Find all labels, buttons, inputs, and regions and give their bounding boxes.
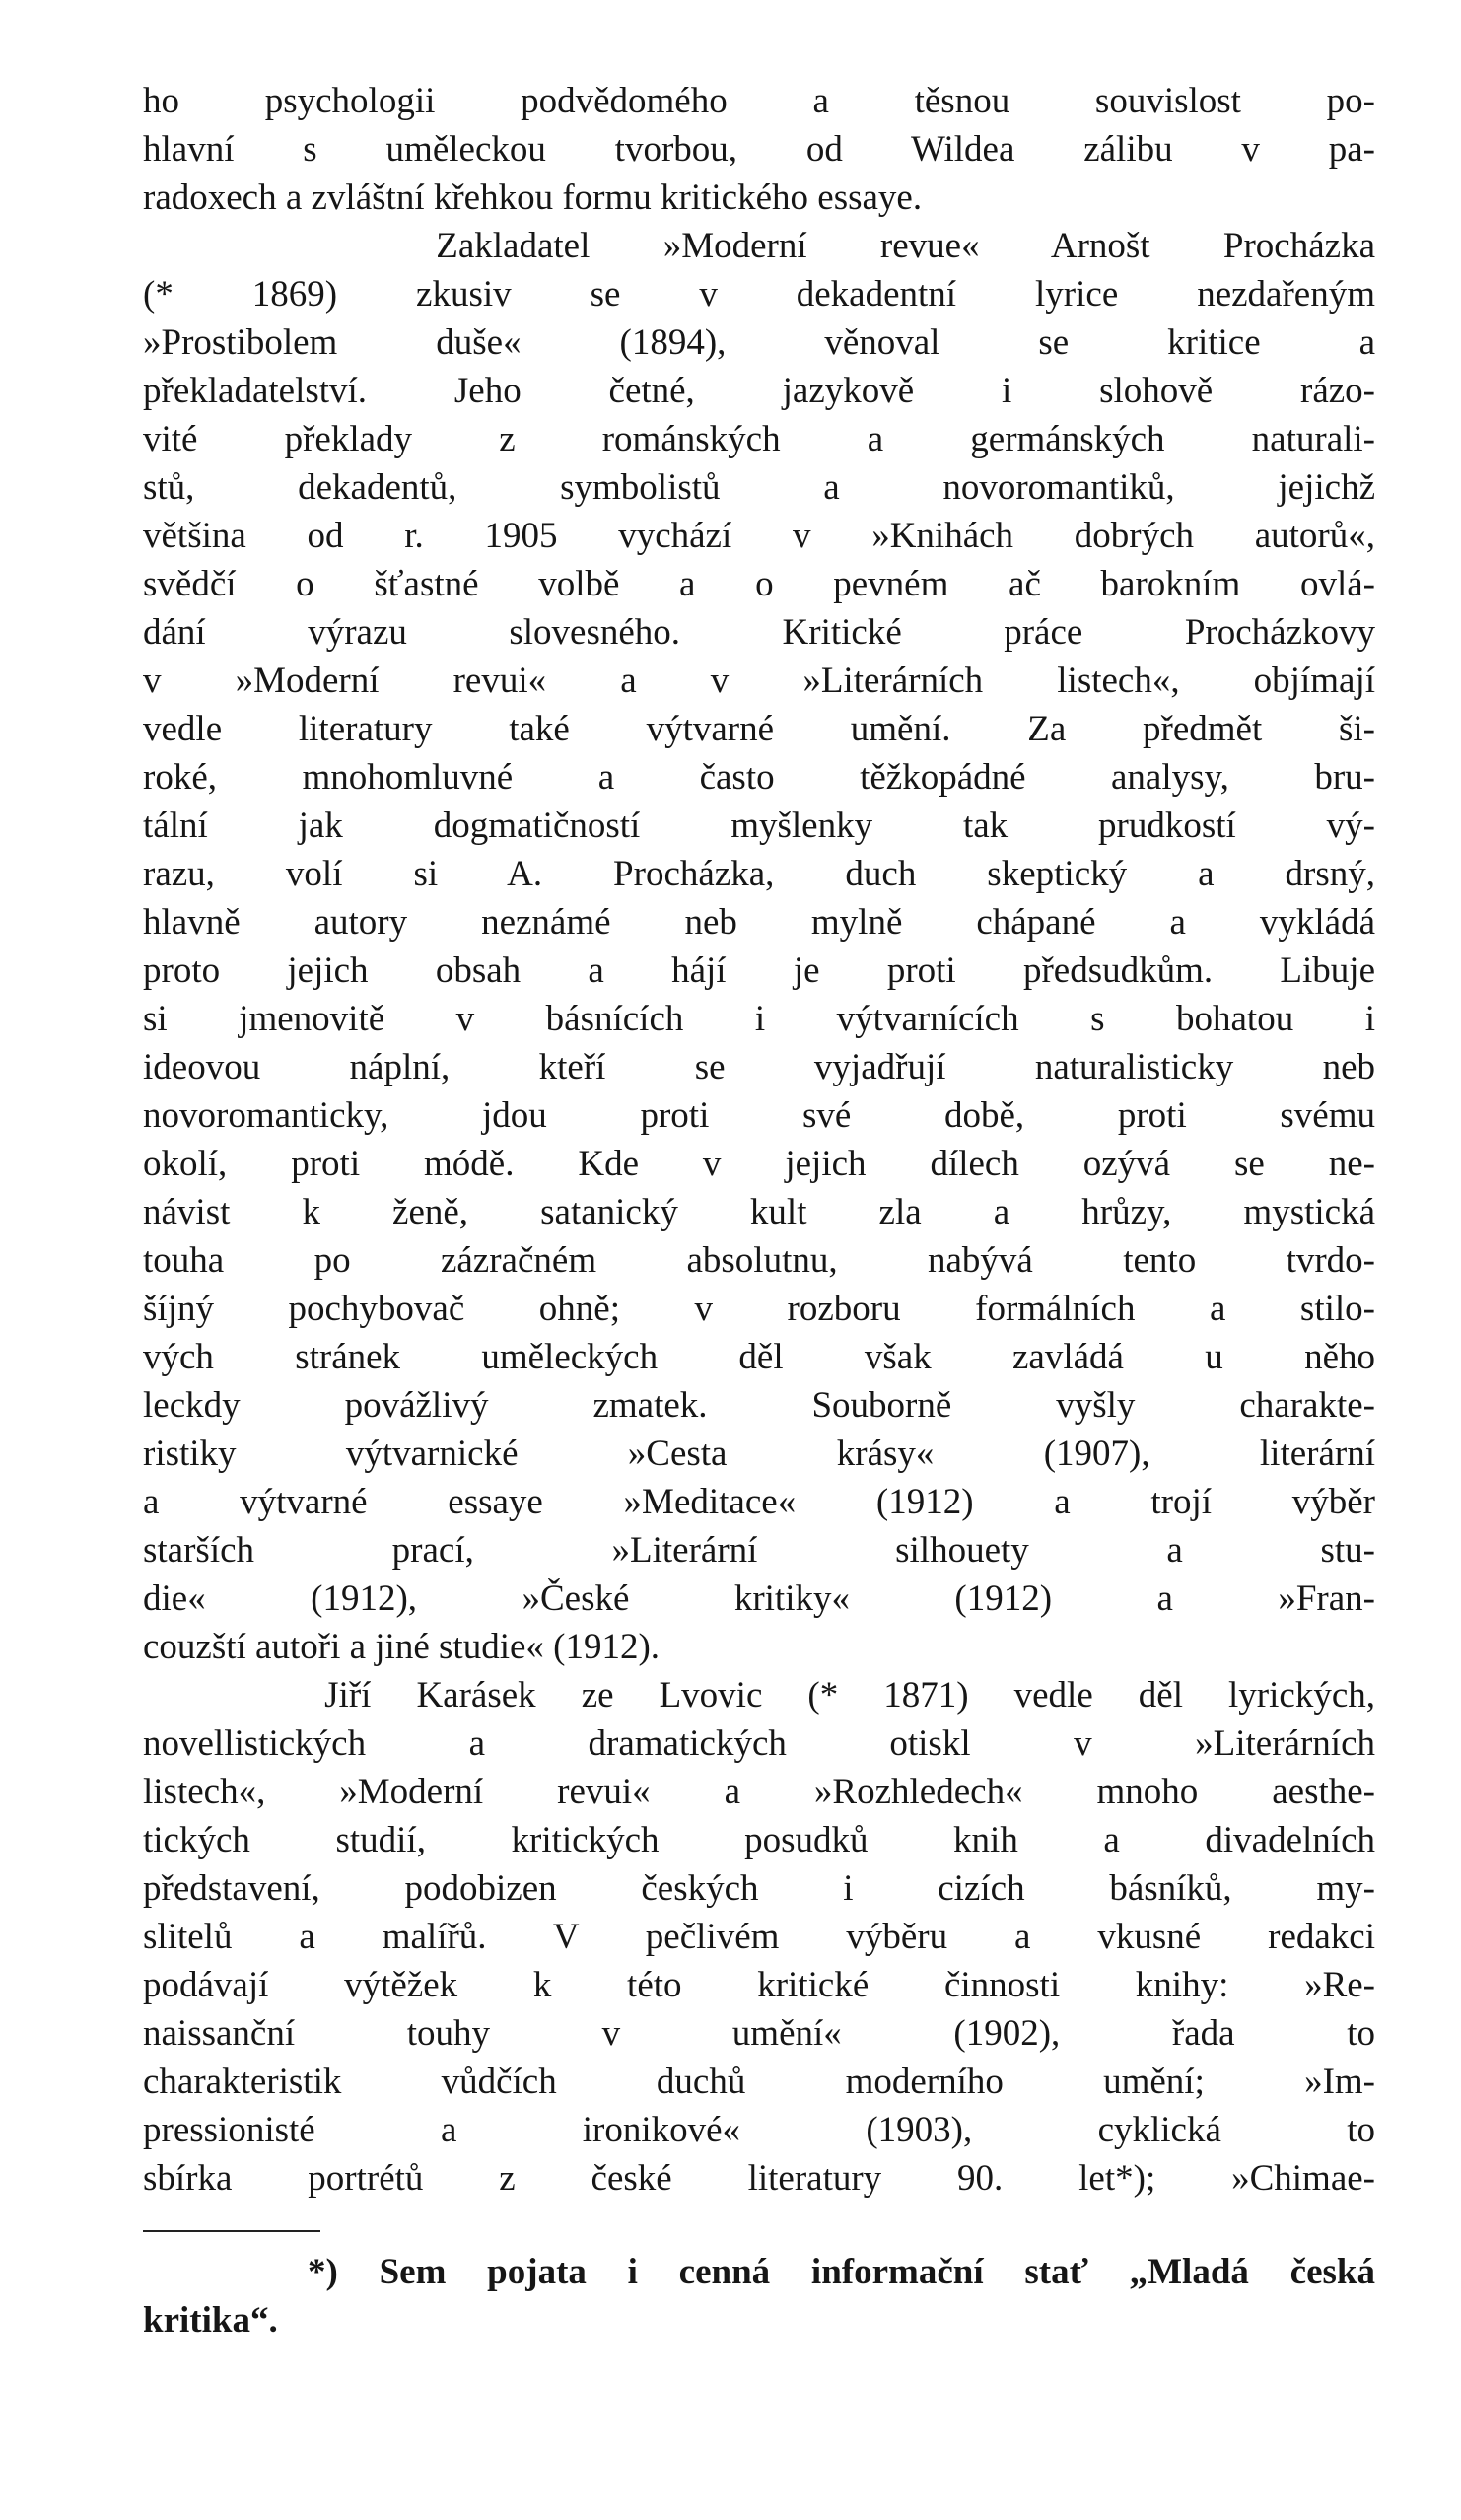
text-line: ho psychologii podvědomého a těsnou souvislost po- [143, 81, 1375, 121]
text-line: »Prostibolem duše« (1894), věnoval se kritice a [143, 322, 1375, 363]
text-line: šíjný pochybovač ohně; v rozboru formálních a stilo- [143, 1289, 1375, 1329]
text-line: Jiří Karásek ze Lvovic (* 1871) vedle děl lyrických, [143, 1675, 1375, 1715]
text-line: podávají výtěžek k této kritické činnosti knihy: »Re- [143, 1965, 1375, 2005]
footnote-line: kritika“. [143, 2300, 278, 2341]
text-line: vedle literatury také výtvarné umění. Za předmět ši- [143, 709, 1375, 749]
text-line: novoromanticky, jdou proti své době, proti svému [143, 1095, 1375, 1136]
text-line: svědčí o šťastné volbě a o pevném ač barokním ovlá- [143, 564, 1375, 604]
text-line: couzští autoři a jiné studie« (1912). [143, 1627, 661, 1667]
text-line: tických studií, kritických posudků knih a divadelních [143, 1820, 1375, 1860]
text-line: okolí, proti módě. Kde v jejich dílech ozývá se ne- [143, 1144, 1375, 1184]
text-line: si jmenovitě v básnících i výtvarnících s bohatou i [143, 999, 1375, 1039]
footnote-divider [143, 2230, 320, 2232]
text-line: naissanční touhy v umění« (1902), řada to [143, 2013, 1375, 2054]
text-line: překladatelství. Jeho četné, jazykově i slohově rázo- [143, 371, 1375, 411]
text-line: charakteristik vůdčích duchů moderního umění; »Im- [143, 2062, 1375, 2102]
text-line: touha po zázračném absolutnu, nabývá tento tvrdo- [143, 1240, 1375, 1281]
text-line: sbírka portrétů z české literatury 90. let*); »Chimae- [143, 2158, 1375, 2199]
text-line: v »Moderní revui« a v »Literárních listech«, objímají [143, 661, 1375, 701]
text-line: ristiky výtvarnické »Cesta krásy« (1907), literární [143, 1434, 1375, 1474]
text-line: vých stránek uměleckých děl však zavládá u něho [143, 1337, 1375, 1377]
text-line: pressionisté a ironikové« (1903), cyklická to [143, 2110, 1375, 2150]
text-line: Zakladatel »Moderní revue« Arnošt Procházka [143, 226, 1375, 266]
text-line: stů, dekadentů, symbolistů a novoromantiků, jejichž [143, 467, 1375, 508]
text-line: razu, volí si A. Procházka, duch skeptický a drsný, [143, 854, 1375, 894]
text-line: hlavní s uměleckou tvorbou, od Wildea zálibu v pa- [143, 129, 1375, 170]
text-line: starších prací, »Literární silhouety a stu- [143, 1530, 1375, 1571]
text-line: představení, podobizen českých i cizích básníků, my- [143, 1868, 1375, 1909]
text-line: návist k ženě, satanický kult zla a hrůzy, mystická [143, 1192, 1375, 1232]
text-line: proto jejich obsah a hájí je proti předsudkům. Libuje [143, 950, 1375, 991]
text-line: ideovou náplní, kteří se vyjadřují naturalisticky neb [143, 1047, 1375, 1087]
text-line: novellistických a dramatických otiskl v »Literárních [143, 1723, 1375, 1764]
text-line: většina od r. 1905 vychází v »Knihách dobrých autorů«, [143, 516, 1375, 556]
text-line: die« (1912), »České kritiky« (1912) a »Fran- [143, 1578, 1375, 1619]
main-text [143, 77, 1375, 2203]
text-line: radoxech a zvláštní křehkou formu kritického essaye. [143, 177, 923, 218]
footnote-line: *) Sem pojata i cenná informační stať „Mladá česká [143, 2252, 1375, 2292]
text-line: slitelů a malířů. V pečlivém výběru a vkusné redakci [143, 1917, 1375, 1957]
text-line: listech«, »Moderní revui« a »Rozhledech« mnoho aesthe- [143, 1772, 1375, 1812]
text-line: leckdy povážlivý zmatek. Souborně vyšly charakte- [143, 1385, 1375, 1426]
text-line: (* 1869) zkusiv se v dekadentní lyrice nezdařeným [143, 274, 1375, 315]
text-line: dání výrazu slovesného. Kritické práce Procházkovy [143, 612, 1375, 653]
text-line: vité překlady z románských a germánských naturali- [143, 419, 1375, 459]
book-page [143, 77, 1375, 2345]
text-line: tální jak dogmatičností myšlenky tak prudkostí vý- [143, 805, 1375, 846]
text-line: roké, mnohomluvné a často těžkopádné analysy, bru- [143, 757, 1375, 798]
footnote [143, 2248, 1375, 2345]
text-line: a výtvarné essaye »Meditace« (1912) a trojí výběr [143, 1482, 1375, 1522]
text-line: hlavně autory neznámé neb mylně chápané a vykládá [143, 902, 1375, 943]
